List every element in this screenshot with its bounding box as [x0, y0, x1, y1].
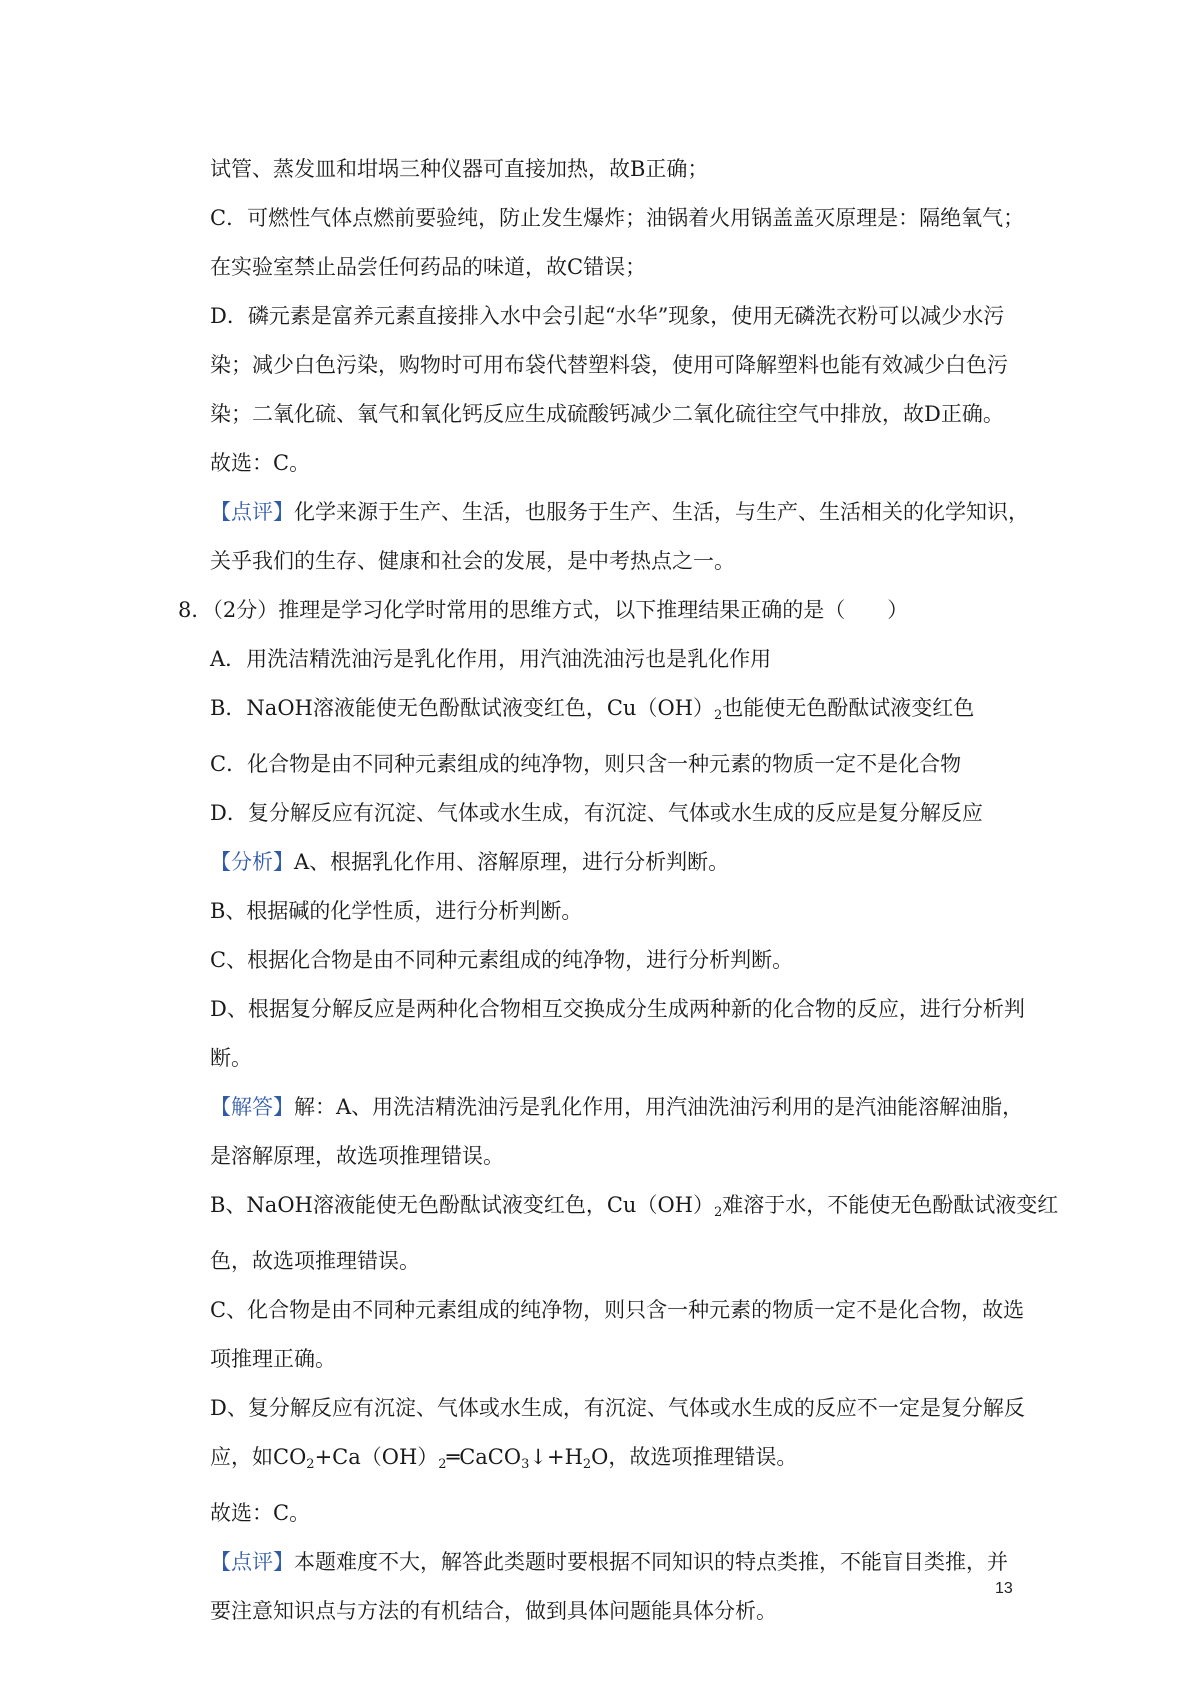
option-b-text: B．NaOH溶液能使无色酚酞试液变红色，Cu（OH）	[210, 696, 714, 720]
text-line: 染；减少白色污染，购物时可用布袋代替塑料袋，使用可降解塑料也能有效减少白色污	[210, 353, 1008, 377]
text-line: 试管、蒸发皿和坩埚三种仪器可直接加热，故B正确；	[210, 157, 709, 181]
answer-text: 项推理正确。	[210, 1347, 336, 1371]
review-block-1	[210, 488, 1029, 537]
option-a: A．用洗洁精洗油污是乳化作用，用汽油洗油污也是乳化作用	[210, 647, 772, 671]
equation-part: +Ca（OH）	[314, 1445, 439, 1469]
option-c: C．化合物是由不同种元素组成的纯净物，则只含一种元素的物质一定不是化合物	[210, 752, 962, 776]
review-text: 要注意知识点与方法的有机结合，做到具体问题能具体分析。	[210, 1599, 777, 1623]
review-text: 本题难度不大，解答此类题时要根据不同知识的特点类推，不能盲目类推，并	[294, 1550, 1008, 1574]
subscript: 2	[582, 1457, 592, 1472]
answer-text	[210, 1181, 1059, 1237]
review-text: 关乎我们的生存、健康和社会的发展，是中考热点之一。	[210, 549, 735, 573]
equation-part: 应，如CO	[210, 1445, 307, 1469]
review-tag: 【点评】	[210, 500, 294, 524]
page-number: 13	[995, 1580, 1013, 1597]
answer-text-part: 难溶于水，不能使无色酚酞试液变红	[722, 1193, 1059, 1217]
answer-text-part: B、NaOH溶液能使无色酚酞试液变红色，Cu（OH）	[210, 1193, 714, 1217]
review-text: 化学来源于生产、生活，也服务于生产、生活，与生产、生活相关的化学知识，	[294, 500, 1029, 524]
subscript: 3	[521, 1457, 530, 1472]
subscript: 2	[713, 1205, 723, 1220]
subscript: 2	[713, 708, 723, 723]
analysis-block	[210, 838, 1010, 887]
prev-choice: 故选：C。	[210, 451, 311, 475]
option-d: D．复分解反应有沉淀、气体或水生成，有沉淀、气体或水生成的反应是复分解反应	[210, 801, 983, 825]
answer-text: 色，故选项推理错误。	[210, 1249, 420, 1273]
subscript: 2	[306, 1457, 315, 1472]
option-b-text: 也能使无色酚酞试液变红色	[722, 696, 975, 720]
answer-tag: 【解答】	[210, 1095, 294, 1119]
answer-text: D、复分解反应有沉淀、气体或水生成，有沉淀、气体或水生成的反应不一定是复分解反	[210, 1396, 1025, 1420]
answer-text: C、化合物是由不同种元素组成的纯净物，则只含一种元素的物质一定不是化合物，故选	[210, 1298, 1025, 1322]
chemical-equation-line	[210, 1433, 1010, 1489]
question-stem: 8．（2分）推理是学习化学时常用的思维方式，以下推理结果正确的是（ ）	[178, 598, 909, 622]
text-line: D．磷元素是富养元素直接排入水中会引起“水华”现象，使用无磷洗衣粉可以减少水污	[210, 304, 1005, 328]
equation-part: ↓+H	[529, 1445, 583, 1469]
analysis-text: 断。	[210, 1046, 252, 1070]
answer-text: 解：A、用洗洁精洗油污是乳化作用，用汽油洗油污利用的是汽油能溶解油脂，	[294, 1095, 1024, 1119]
option-b	[210, 684, 1010, 740]
answer-block	[210, 1083, 1024, 1132]
text-line: 在实验室禁止品尝任何药品的味道，故C错误；	[210, 255, 647, 279]
review-block-2	[210, 1538, 1010, 1587]
review-tag: 【点评】	[210, 1550, 294, 1574]
text-line: 染；二氧化硫、氧气和氧化钙反应生成硫酸钙减少二氧化硫往空气中排放，故D正确。	[210, 402, 1004, 426]
analysis-tag: 【分析】	[210, 850, 294, 874]
text-line: C．可燃性气体点燃前要验纯，防止发生爆炸；油锅着火用锅盖盖灭原理是：隔绝氧气；	[210, 206, 1025, 230]
analysis-text: D、根据复分解反应是两种化合物相互交换成分生成两种新的化合物的反应，进行分析判	[210, 997, 1025, 1021]
equation-part: ═CaCO	[446, 1445, 522, 1469]
analysis-text: B、根据碱的化学性质，进行分析判断。	[210, 899, 583, 923]
answer-choice: 故选：C。	[210, 1501, 311, 1525]
analysis-text: C、根据化合物是由不同种元素组成的纯净物，进行分析判断。	[210, 948, 794, 972]
analysis-text: A、根据乳化作用、溶解原理，进行分析判断。	[294, 850, 730, 874]
answer-text: 是溶解原理，故选项推理错误。	[210, 1144, 504, 1168]
subscript: 2	[438, 1457, 447, 1472]
page-content	[178, 145, 1059, 1636]
equation-part: O，故选项推理错误。	[591, 1445, 798, 1469]
